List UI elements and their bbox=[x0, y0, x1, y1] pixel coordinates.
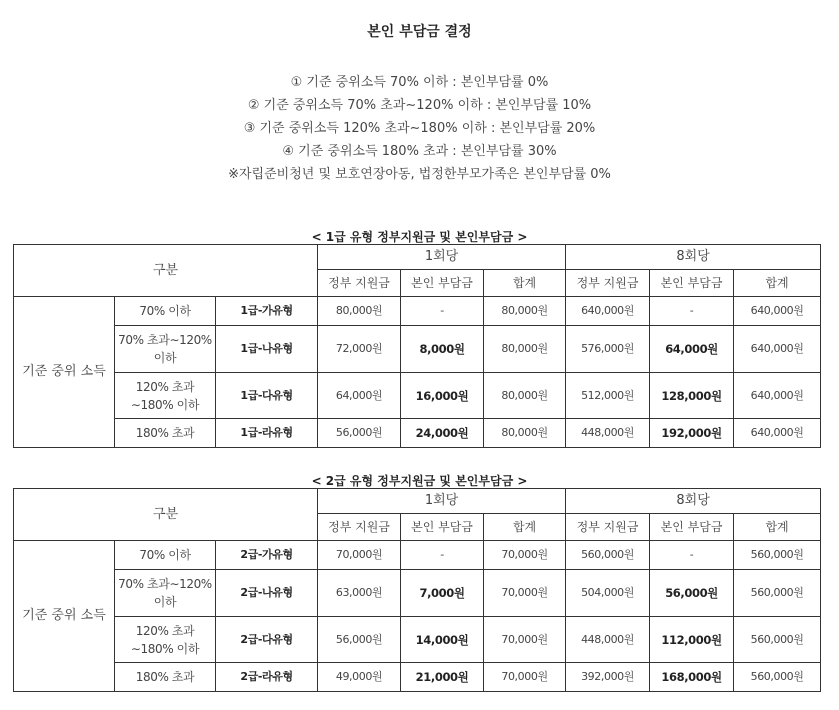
amount-cell: 512,000원 bbox=[566, 373, 650, 419]
amount-cell: 576,000원 bbox=[566, 326, 650, 373]
copay-rule-note: ※자립준비청년 및 보호연장아동, 법정한부모가족은 본인부담률 0% bbox=[228, 167, 611, 182]
amount-cell: 7,000원 bbox=[401, 570, 484, 617]
amount-cell: 80,000원 bbox=[318, 297, 401, 326]
table-caption-grade2: < 2급 유형 정부지원금 및 본인부담금 > bbox=[311, 474, 528, 488]
amount-cell: 128,000원 bbox=[650, 373, 734, 419]
income-range: 70% 초과∼120% 이하 bbox=[115, 326, 216, 373]
support-type: 1급-다유형 bbox=[216, 373, 318, 419]
amount-cell: - bbox=[650, 297, 734, 326]
amount-cell: 560,000원 bbox=[734, 570, 821, 617]
income-range: 180% 초과 bbox=[115, 663, 216, 692]
amount-cell: 80,000원 bbox=[484, 419, 566, 448]
amount-cell: 640,000원 bbox=[734, 326, 821, 373]
amount-cell: 640,000원 bbox=[734, 419, 821, 448]
amount-cell: 14,000원 bbox=[401, 617, 484, 663]
amount-cell: 64,000원 bbox=[318, 373, 401, 419]
amount-cell: 49,000원 bbox=[318, 663, 401, 692]
amount-cell: 560,000원 bbox=[734, 541, 821, 570]
table-row bbox=[14, 326, 821, 373]
amount-cell: 448,000원 bbox=[566, 419, 650, 448]
income-range: 120% 초과∼180% 이하 bbox=[115, 617, 216, 663]
amount-cell: 504,000원 bbox=[566, 570, 650, 617]
copay-rule: ② 기준 중위소득 70% 초과∼120% 이하 : 본인부담률 10% bbox=[247, 98, 592, 113]
amount-cell: 560,000원 bbox=[734, 617, 821, 663]
amount-cell: 16,000원 bbox=[401, 373, 484, 419]
copay-rules-list bbox=[0, 71, 839, 186]
amount-cell: 448,000원 bbox=[566, 617, 650, 663]
table-row bbox=[14, 541, 821, 570]
income-range: 70% 초과∼120% 이하 bbox=[115, 570, 216, 617]
amount-cell: - bbox=[401, 297, 484, 326]
amount-cell: 640,000원 bbox=[566, 297, 650, 326]
support-type: 2급-다유형 bbox=[216, 617, 318, 663]
amount-cell: - bbox=[650, 541, 734, 570]
column-header: 본인 부담금 bbox=[650, 270, 734, 297]
amount-cell: 21,000원 bbox=[401, 663, 484, 692]
table-row bbox=[14, 297, 821, 326]
category-header: 구분 bbox=[14, 489, 318, 541]
amount-cell: 168,000원 bbox=[650, 663, 734, 692]
table-row bbox=[14, 373, 821, 419]
column-header: 정부 지원금 bbox=[318, 270, 401, 297]
amount-cell: 72,000원 bbox=[318, 326, 401, 373]
column-header: 본인 부담금 bbox=[650, 514, 734, 541]
amount-cell: 64,000원 bbox=[650, 326, 734, 373]
support-type: 2급-가유형 bbox=[216, 541, 318, 570]
amount-cell: 640,000원 bbox=[734, 373, 821, 419]
group-header-per-session: 1회당 bbox=[318, 489, 566, 514]
column-header: 합계 bbox=[484, 270, 566, 297]
table-row bbox=[14, 663, 821, 692]
amount-cell: 56,000원 bbox=[318, 617, 401, 663]
copay-rule: ① 기준 중위소득 70% 이하 : 본인부담률 0% bbox=[290, 75, 549, 90]
group-header-per-8-sessions: 8회당 bbox=[566, 245, 821, 270]
column-header: 정부 지원금 bbox=[318, 514, 401, 541]
column-header: 정부 지원금 bbox=[566, 270, 650, 297]
amount-cell: 70,000원 bbox=[484, 570, 566, 617]
column-header: 합계 bbox=[734, 514, 821, 541]
amount-cell: 560,000원 bbox=[734, 663, 821, 692]
table-row bbox=[14, 419, 821, 448]
support-type: 1급-나유형 bbox=[216, 326, 318, 373]
income-range: 120% 초과∼180% 이하 bbox=[115, 373, 216, 419]
group-header-per-8-sessions: 8회당 bbox=[566, 489, 821, 514]
grade2-support-table bbox=[13, 488, 821, 692]
column-header: 본인 부담금 bbox=[401, 270, 484, 297]
amount-cell: - bbox=[401, 541, 484, 570]
amount-cell: 640,000원 bbox=[734, 297, 821, 326]
table-row bbox=[14, 570, 821, 617]
amount-cell: 112,000원 bbox=[650, 617, 734, 663]
row-group-label: 기준 중위 소득 bbox=[14, 541, 115, 692]
column-header: 본인 부담금 bbox=[401, 514, 484, 541]
amount-cell: 63,000원 bbox=[318, 570, 401, 617]
income-range: 70% 이하 bbox=[115, 297, 216, 326]
amount-cell: 70,000원 bbox=[318, 541, 401, 570]
amount-cell: 80,000원 bbox=[484, 297, 566, 326]
amount-cell: 192,000원 bbox=[650, 419, 734, 448]
amount-cell: 56,000원 bbox=[650, 570, 734, 617]
group-header-per-session: 1회당 bbox=[318, 245, 566, 270]
amount-cell: 70,000원 bbox=[484, 617, 566, 663]
table-row bbox=[14, 617, 821, 663]
income-range: 180% 초과 bbox=[115, 419, 216, 448]
table-caption-grade1: < 1급 유형 정부지원금 및 본인부담금 > bbox=[311, 230, 528, 244]
support-type: 2급-나유형 bbox=[216, 570, 318, 617]
amount-cell: 392,000원 bbox=[566, 663, 650, 692]
category-header: 구분 bbox=[14, 245, 318, 297]
amount-cell: 56,000원 bbox=[318, 419, 401, 448]
grade1-support-table bbox=[13, 244, 821, 448]
row-group-label: 기준 중위 소득 bbox=[14, 297, 115, 448]
amount-cell: 8,000원 bbox=[401, 326, 484, 373]
copay-rule: ④ 기준 중위소득 180% 초과 : 본인부담률 30% bbox=[282, 144, 557, 159]
amount-cell: 24,000원 bbox=[401, 419, 484, 448]
income-range: 70% 이하 bbox=[115, 541, 216, 570]
support-type: 1급-가유형 bbox=[216, 297, 318, 326]
amount-cell: 560,000원 bbox=[566, 541, 650, 570]
column-header: 합계 bbox=[484, 514, 566, 541]
amount-cell: 70,000원 bbox=[484, 663, 566, 692]
page-title: 본인 부담금 결정 bbox=[367, 24, 472, 40]
column-header: 합계 bbox=[734, 270, 821, 297]
amount-cell: 70,000원 bbox=[484, 541, 566, 570]
column-header: 정부 지원금 bbox=[566, 514, 650, 541]
amount-cell: 80,000원 bbox=[484, 373, 566, 419]
copay-rule: ③ 기준 중위소득 120% 초과∼180% 이하 : 본인부담률 20% bbox=[243, 121, 596, 136]
amount-cell: 80,000원 bbox=[484, 326, 566, 373]
support-type: 1급-라유형 bbox=[216, 419, 318, 448]
support-type: 2급-라유형 bbox=[216, 663, 318, 692]
